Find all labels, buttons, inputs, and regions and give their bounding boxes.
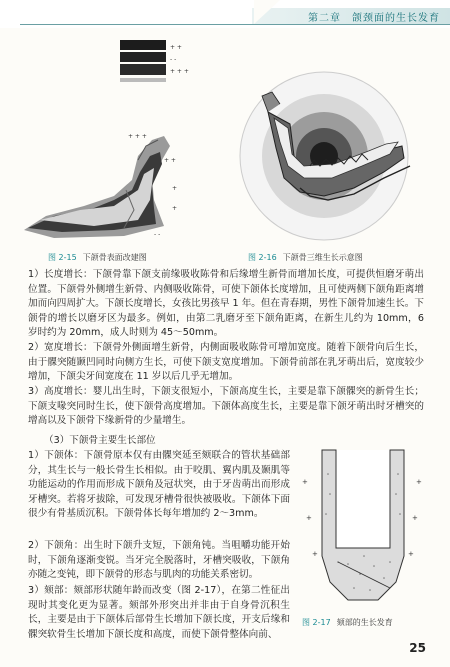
paragraph-mandible-angle: 2）下颌角：出生时下颌升支短，下颌角钝。当咀嚼功能开始时，下颌角逐渐变锐。当牙完全脱落时，牙槽突吸收，下颌角亦随之变钝，即下颌骨的形态与肌肉的功能关系密切。 (28, 540, 290, 581)
svg-text:+: + (408, 550, 414, 558)
svg-text:+ +: + + (170, 44, 182, 51)
header-rule (20, 24, 450, 25)
svg-text:+: + (412, 514, 418, 522)
svg-text:+ + +: + + + (128, 133, 147, 140)
svg-text:+: + (302, 478, 308, 486)
chapter-title: 第二章 颌颈面的生长发育 (308, 13, 440, 24)
figure-2-17-caption (302, 617, 393, 628)
section-heading: （3）下颌骨主要生长部位 (44, 435, 156, 446)
figure-2-15-caption (48, 252, 147, 263)
figure-2-15-image (14, 40, 210, 240)
figure-2-15-title: 下颌骨表面改建图 (82, 253, 147, 262)
page-number: 25 (409, 641, 426, 655)
svg-text:- -: - - (170, 56, 177, 63)
figure-2-16-image (214, 38, 440, 244)
svg-text:+: + (172, 185, 178, 192)
paragraph-width-growth: 2）宽度增长：下颌骨外侧面增生新骨，内侧面吸收陈骨可增加宽度。随着下颌骨向后生长，由于髁突随颞凹同时向侧方生长，可使下颌支宽度增加。下颌骨前部在乳牙萌出后，宽度较少增加，下颌尖牙间宽度在 11 岁以后几乎无增加。 (28, 342, 424, 383)
figure-2-17-image (298, 444, 428, 612)
figure-2-16-title: 下颌骨三维生长示意图 (282, 253, 363, 262)
header-notch (254, 0, 280, 24)
paragraph-height-growth: 3）高度增长：婴儿出生时，下颌支很短小，下颌高度生长，主要是靠下颌髁突的新骨生长；下颌支喙突同时生长，使下颌骨高度增加。下颌体高度生长，主要是靠下颌牙萌出时牙槽突的增高以及下颌骨下缘新骨的少量增生。 (28, 386, 424, 427)
svg-text:- -: - - (154, 231, 161, 238)
svg-text:+ + +: + + + (170, 68, 189, 75)
svg-text:+: + (312, 550, 318, 558)
figure-2-16-number: 图 2-16 (248, 253, 277, 262)
svg-text:+: + (306, 514, 312, 522)
paragraph-mandible-body: 1）下颌体：下颌骨原本仅有由髁突延至颏联合的管状基础部分，其生长与一般长骨生长相似。由于咬肌、翼内肌及颞肌等功能运动的作用而形成下颌角及冠状突，由于牙齿萌出而形成牙槽突。若将牙拔除，可发现牙槽骨很快被吸收。下颌体下面很少有骨基质沉积。下颌骨体长每年增加约 2～3mm。 (28, 450, 290, 520)
paragraph-length-growth: 1）长度增长：下颌骨靠下颌支前缘吸收陈骨和后缘增生新骨而增加长度，可提供恒磨牙萌出位置。下颌骨外侧增生新骨、内侧吸收陈骨，可使下颌体长度增加，且可使两侧下颌角距离增加而向四周扩大。下颌长度增长，女孩比男孩早 1 年。但在青春期，男性下颌骨加速生长。下颌骨的增长以磨牙区为最多。例如，由第二乳磨牙至下颌角距离，在新生儿约为 10mm，6 岁时约为 20mm，成人时则为 45～50mm。 (28, 269, 424, 339)
running-header (0, 0, 450, 28)
figure-2-16-caption (248, 252, 363, 263)
figure-2-17-title: 颏部的生长发育 (336, 618, 393, 627)
figure-2-17-number: 图 2-17 (302, 618, 331, 627)
svg-text:+: + (416, 478, 422, 486)
svg-text:+: + (172, 205, 178, 212)
figure-2-15-number: 图 2-15 (48, 253, 77, 262)
svg-text:+ +: + + (164, 157, 176, 164)
paragraph-chin: 3）颏部：颏部形状随年龄而改变（图 2-17），在第二性征出现时其变化更为显著。颏部外形突出并非由于自身骨沉积生长，主要是由于下颌体后部骨生长增加下颌长度，开支后缘和髁突软骨生长增加下颌长度和高度，而使下颌骨整体向前、 (28, 585, 290, 640)
